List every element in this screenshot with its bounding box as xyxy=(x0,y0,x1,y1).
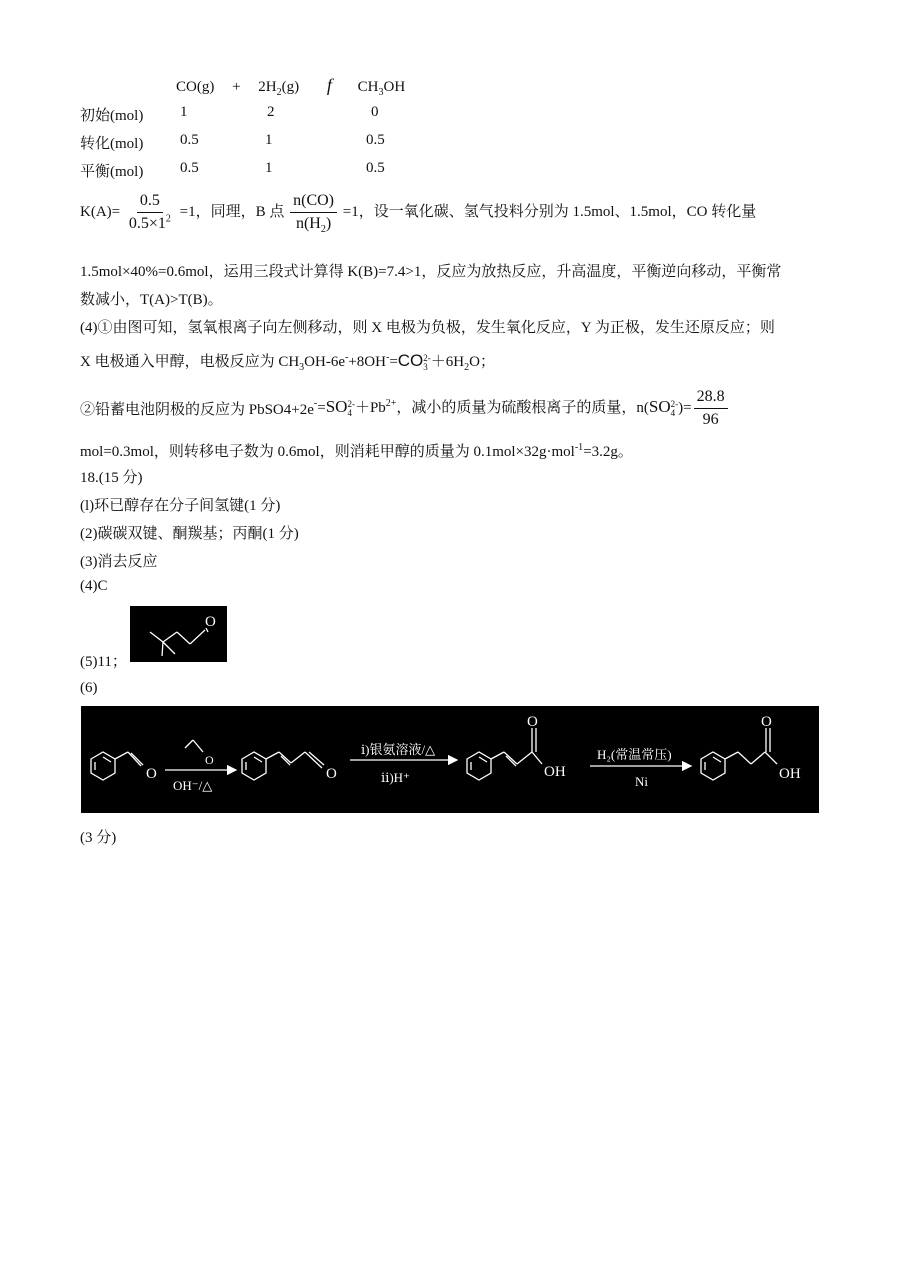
paragraph-4-line1: (4)①由图可知，氢氧根离子向左侧移动，则 X 电极为负极，发生氧化反应，Y 为正极，发生还原反应；则 xyxy=(80,320,775,336)
answer-3: (3)消去反应 xyxy=(80,554,158,570)
label-o-3: O xyxy=(527,714,538,730)
answer-4: (4)C xyxy=(80,578,108,594)
reagent-3-bottom: Ni xyxy=(635,774,648,789)
k-expression-line: K(A)= $\frac{0.5}{0.5\times 1^2}$ =1，同理，B 点 $\frac{n(CO)}{n(H_2)}$ =1，设一氧化碳、氢气投料分别为 1.5mol、1.5mol，CO 转化量 xyxy=(80,192,757,236)
reagent-2-bottom: ⅱ)H⁺ xyxy=(381,770,410,785)
equilibrium-sign: f xyxy=(326,75,332,95)
aldehyde-structure-image xyxy=(130,606,227,662)
label-o-2: O xyxy=(326,766,337,782)
table-header: $CO(g) + 2H_2(g)$ f $CH_3OH$ xyxy=(176,75,406,98)
label-oh-2: OH xyxy=(779,766,801,782)
paragraph-4-line2: X 电极通入甲醇，电极反应为 $CH_3OH-6e^-+8OH^-=CO$ 2- 3 $+6H_2O$； xyxy=(80,351,495,373)
label-o-4: O xyxy=(761,714,772,730)
answer-6-score: (3 分) xyxy=(80,830,117,846)
question-18-heading: 18.(15 分) xyxy=(80,470,143,486)
reagent-3-top: H₂(常温常压) xyxy=(597,747,672,762)
answer-1: (l)环已醇存在分子间氢键(1 分) xyxy=(80,498,281,514)
reagent-1-bottom: OH⁻/△ xyxy=(173,778,213,793)
fraction-ratio: $\frac{n(CO)}{n(H_2)}$ xyxy=(290,192,337,233)
svg-text:O: O xyxy=(205,614,216,630)
label-o-1: O xyxy=(146,766,157,782)
synthesis-scheme xyxy=(81,706,819,813)
label-oh-1: OH xyxy=(544,764,566,780)
table-row-change: 转化(mol) xyxy=(80,136,144,152)
fraction-sulfate: $\frac{28.8}{96}$ xyxy=(694,388,728,429)
answer-2: (2)碳碳双键、酮羰基；丙酮(1 分) xyxy=(80,526,299,542)
table-row-initial: 初始(mol) xyxy=(80,108,144,124)
label-o-reagent: O xyxy=(205,753,214,767)
answer-5: (5)11； xyxy=(80,654,127,670)
paragraph-kb-cont: 数减小，T(A)>T(B)。 xyxy=(80,292,223,308)
paragraph-4-line3: ②铅蓄电池阴极的反应为 PbSO4+2e-=SO 2- 4 $+Pb^{2+}$，减小的质量为硫酸根离子的质量，n(SO 2- 4 )= $\frac{28.8}{96}$ xyxy=(80,388,730,429)
table-row-equilibrium: 平衡(mol) xyxy=(80,164,144,180)
paragraph-4-line4: mol=0.3mol，则转移电子数为 0.6mol，则消耗甲醇的质量为 0.1mol×32g·mol$^{-1}$=3.2g。 xyxy=(80,442,633,460)
paragraph-kb: 1.5mol×40%=0.6mol，运用三段式计算得 K(B)=7.4>1，反应为放热反应，升高温度，平衡逆向移动，平衡常 xyxy=(80,264,782,280)
answer-6: (6) xyxy=(80,680,98,696)
fraction-ka: $\frac{0.5}{0.5\times 1^2}$ xyxy=(128,192,171,232)
reagent-2-top: ⅰ)银氨溶液/△ xyxy=(361,742,436,757)
